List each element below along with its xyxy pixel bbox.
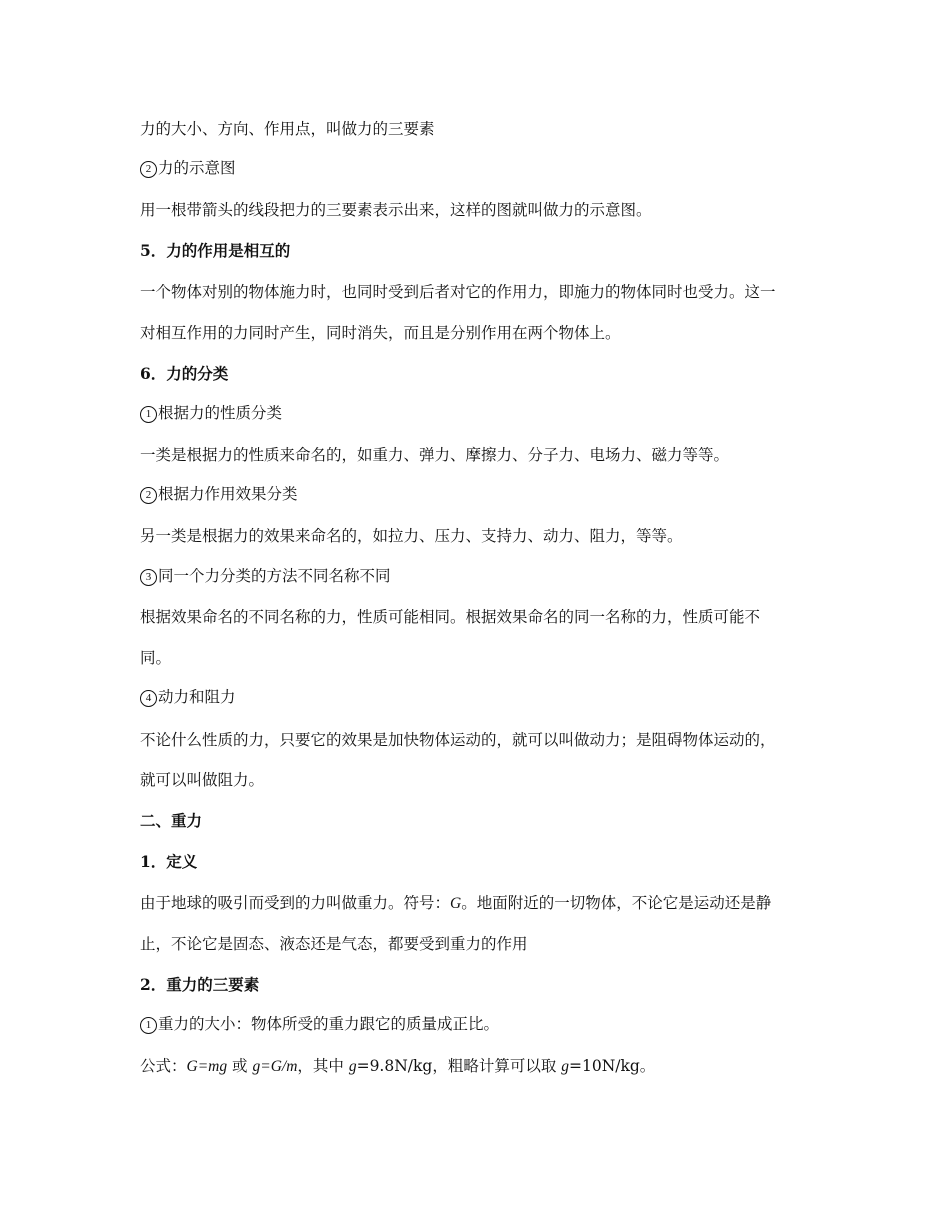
subheading: 2 根据力作用效果分类 — [140, 484, 830, 504]
paragraph: 一类是根据力的性质来命名的，如重力、弹力、摩擦力、分子力、电场力、磁力等等。 — [140, 446, 730, 464]
subheading: 1 根据力的性质分类 — [140, 403, 830, 423]
subheading: 3 同一个力分类的方法不同名称不同 — [140, 566, 830, 586]
circled-number: 2 — [140, 161, 157, 178]
paragraph: 止，不论它是固态、液态还是气态，都要受到重力的作用 — [140, 935, 528, 953]
paragraph: 由于地球的吸引而受到的力叫做重力。符号：G。地面附近的一切物体，不论它是运动还是静 — [140, 894, 772, 912]
circled-number: 3 — [140, 569, 157, 586]
paragraph: 不论什么性质的力，只要它的效果是加快物体运动的，就可以叫做动力；是阻碍物体运动的， — [140, 731, 776, 749]
circled-number: 1 — [140, 1017, 157, 1034]
paragraph: 根据效果命名的不同名称的力，性质可能相同。根据效果命名的同一名称的力，性质可能不 — [140, 608, 761, 626]
section-heading: 6．力的分类 — [140, 364, 229, 383]
formula-line: 公式：G=mg 或 g=G/m，其中 g=9.8N/kg，粗略计算可以取 g=10N/kg。 — [140, 1057, 656, 1075]
section-heading: 1．定义 — [140, 852, 198, 871]
subheading: 1 重力的大小：物体所受的重力跟它的质量成正比。 — [140, 1014, 830, 1034]
subheading: 4 动力和阻力 — [140, 687, 830, 707]
paragraph: 一个物体对别的物体施力时，也同时受到后者对它的作用力，即施力的物体同时也受力。这一 — [140, 283, 776, 301]
paragraph: 用一根带箭头的线段把力的三要素表示出来，这样的图就叫做力的示意图。 — [140, 201, 652, 219]
section-heading: 5．力的作用是相互的 — [140, 241, 291, 260]
circled-number: 2 — [140, 487, 157, 504]
chapter-heading: 二、重力 — [140, 811, 203, 830]
subheading: 2 力的示意图 — [140, 158, 830, 178]
paragraph: 力的大小、方向、作用点，叫做力的三要素 — [140, 120, 435, 138]
circled-number: 4 — [140, 690, 157, 707]
section-heading: 2．重力的三要素 — [140, 975, 260, 994]
paragraph: 就可以叫做阻力。 — [140, 771, 265, 789]
circled-number: 1 — [140, 406, 157, 423]
paragraph: 同。 — [140, 649, 172, 667]
paragraph: 对相互作用的力同时产生，同时消失，而且是分别作用在两个物体上。 — [140, 324, 621, 342]
paragraph: 另一类是根据力的效果来命名的，如拉力、压力、支持力、动力、阻力，等等。 — [140, 527, 683, 545]
